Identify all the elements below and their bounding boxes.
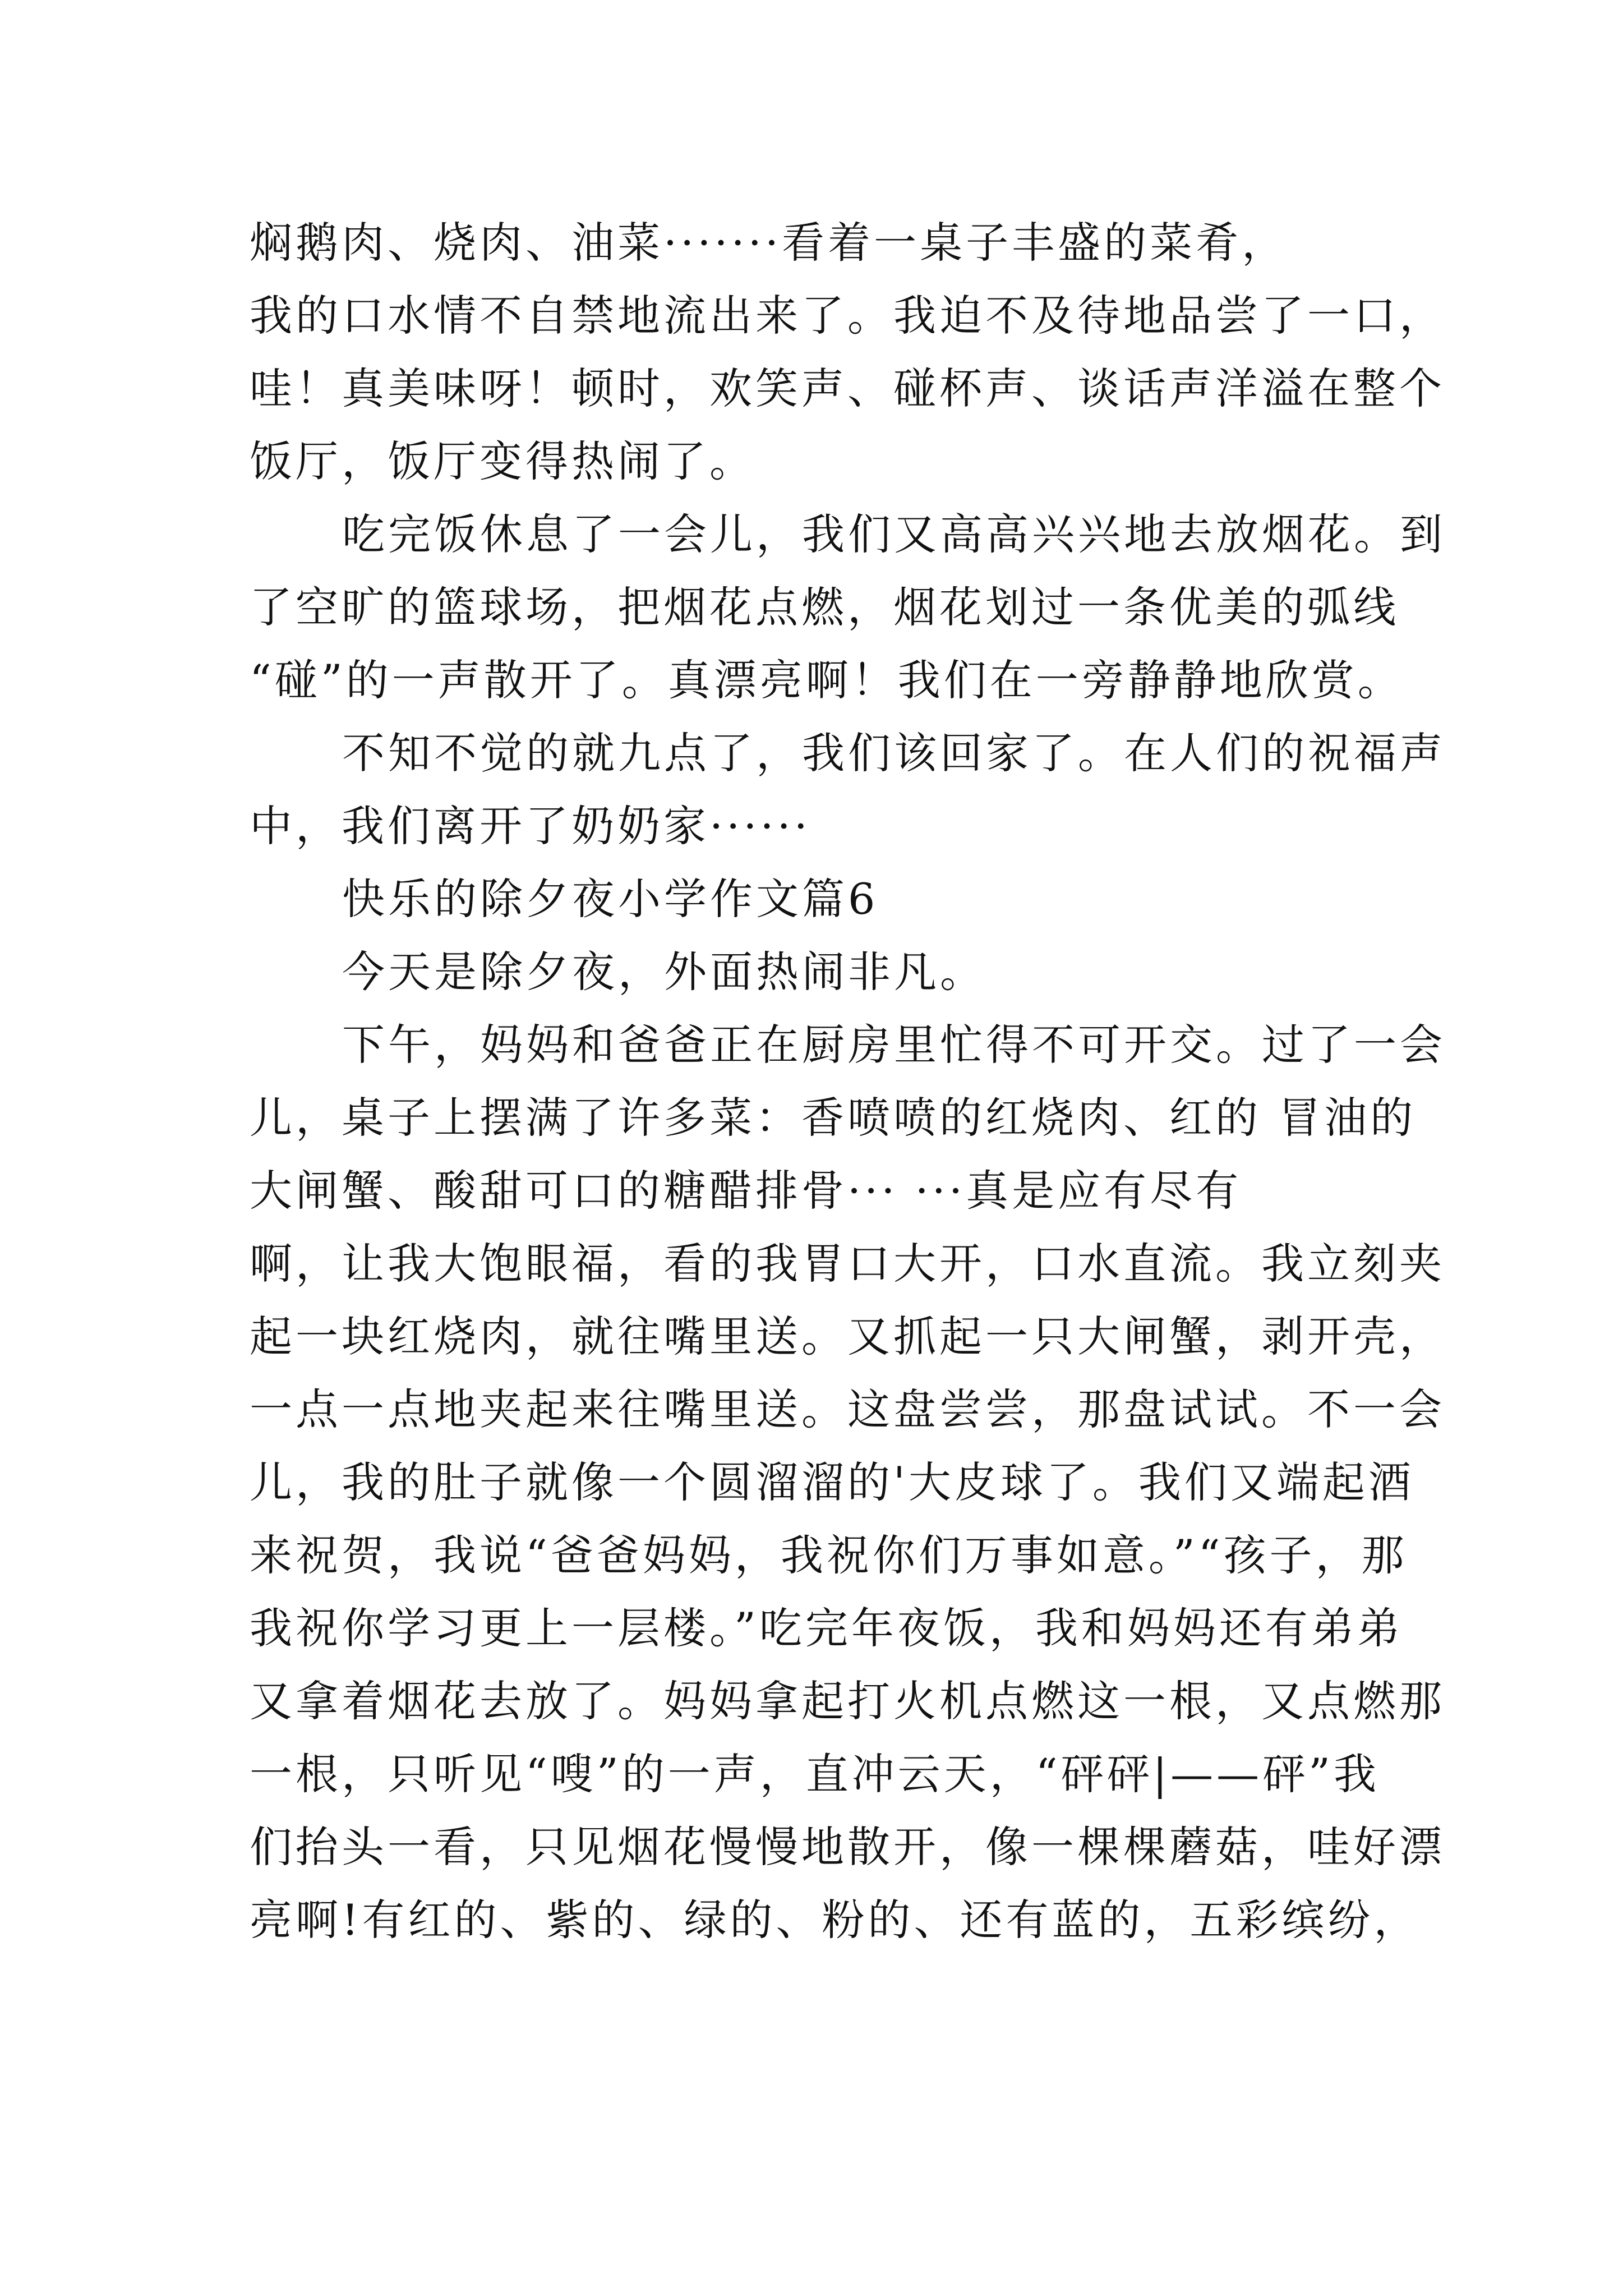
text-line: 亮啊!有红的、紫的、绿的、粉的、还有蓝的，五彩缤纷， bbox=[250, 1895, 1420, 1945]
text-line: 起一块红烧肉，就往嘴里送。又抓起一只大闸蟹，剥开壳， bbox=[250, 1312, 1445, 1361]
paragraph-first-line: 下午，妈妈和爸爸正在厨房里忙得不可开交。过了一会 bbox=[342, 1020, 1446, 1070]
section-heading: 快乐的除夕夜小学作文篇6 bbox=[342, 874, 879, 924]
paragraph-first-line: 今天是除夕夜，外面热闹非凡。 bbox=[342, 947, 986, 997]
paragraph-first-line: 吃完饭休息了一会儿，我们又高高兴兴地去放烟花。到 bbox=[342, 509, 1446, 559]
text-line: 儿，桌子上摆满了许多菜：香喷喷的红烧肉、红的 冒油的 bbox=[250, 1093, 1417, 1143]
text-line: 我的口水情不自禁地流出来了。我迫不及待地品尝了一口， bbox=[250, 291, 1445, 341]
text-line: 又拿着烟花去放了。妈妈拿起打火机点燃这一根，又点燃那 bbox=[250, 1676, 1445, 1726]
text-line: 们抬头一看，只见烟花慢慢地散开，像一棵棵蘑菇，哇好漂 bbox=[250, 1822, 1445, 1872]
text-line: “碰”的一声散开了。真漂亮啊！我们在一旁静静地欣赏。 bbox=[250, 655, 1404, 705]
text-line: 哇！真美味呀！顿时，欢笑声、碰杯声、谈话声洋溢在整个 bbox=[250, 364, 1445, 413]
text-line: 焖鹅肉、烧肉、油菜·······看着一桌子丰盛的菜肴， bbox=[250, 218, 1288, 268]
paragraph-first-line: 不知不觉的就九点了，我们该回家了。在人们的祝福声 bbox=[342, 728, 1446, 778]
text-line: 来祝贺，我说“爸爸妈妈，我祝你们万事如意。”“孩子，那 bbox=[250, 1530, 1408, 1580]
text-line: 一根，只听见“嗖”的一声，直冲云天，“砰砰|——砰”我 bbox=[250, 1749, 1380, 1799]
text-line: 饭厅，饭厅变得热闹了。 bbox=[250, 436, 755, 486]
text-line: 儿，我的肚子就像一个圆溜溜的'大皮球了。我们又端起酒 bbox=[250, 1457, 1414, 1507]
text-line: 一点一点地夹起来往嘴里送。这盘尝尝，那盘试试。不一会 bbox=[250, 1384, 1445, 1434]
document-body bbox=[250, 206, 1446, 1957]
text-line: 中，我们离开了奶奶家······ bbox=[250, 801, 811, 851]
text-line: 了空旷的篮球场，把烟花点燃，烟花划过一条优美的弧线 bbox=[250, 582, 1399, 632]
text-line: 我祝你学习更上一层楼。”吃完年夜饭，我和妈妈还有弟弟 bbox=[250, 1603, 1403, 1653]
text-line: 啊，让我大饱眼福，看的我胃口大开，口水直流。我立刻夹 bbox=[250, 1239, 1445, 1289]
text-line: 大闸蟹、酸甜可口的糖醋排骨··· ···真是应有尽有 bbox=[250, 1166, 1242, 1216]
